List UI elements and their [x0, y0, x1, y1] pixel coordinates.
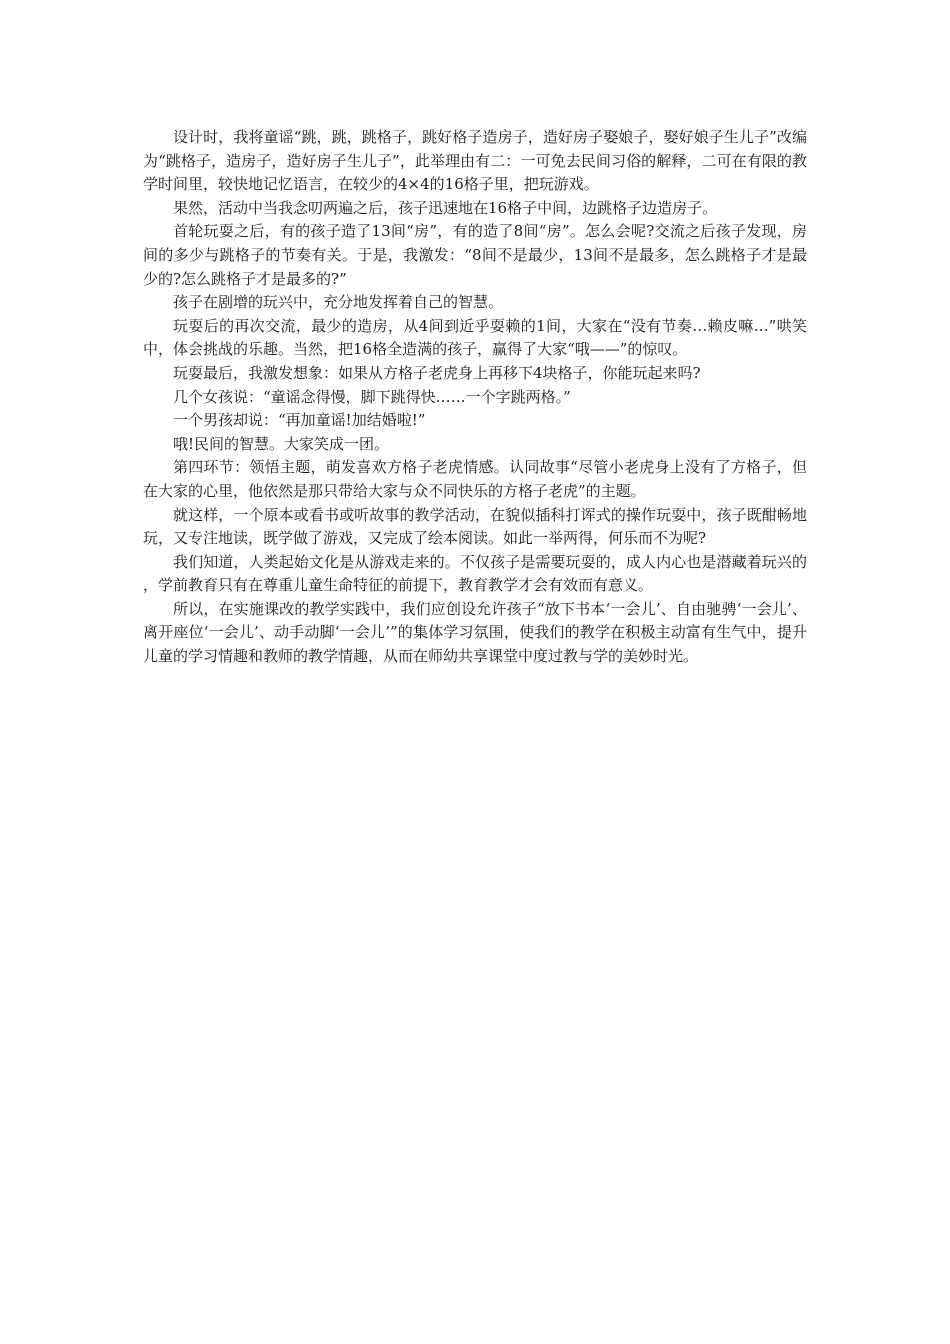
paragraph: 设计时，我将童谣“跳，跳，跳格子，跳好格子造房子，造好房子娶娘子，娶好娘子生儿子”改编为“跳格子，造房子，造好房子生儿子”，此举理由有二：一可免去民间习俗的解释，二可在有限的教学时间里，较快地记忆语言，在较少的4×4的16格子里，把玩游戏。: [143, 128, 807, 194]
paragraph: 玩耍最后，我激发想象：如果从方格子老虎身上再移下4块格子，你能玩起来吗?: [173, 363, 701, 382]
paragraph: 所以，在实施课改的教学实践中，我们应创设允许孩子“放下书本‘一会儿’、自由驰骋‘一会儿’、离开座位‘一会儿’、动手动脚‘一会儿’”的集体学习氛围，使我们的教学在积极主动富有生气中，提升儿童的学习情趣和教师的教学情趣，从而在师幼共享课堂中度过教与学的美妙时光。: [143, 599, 807, 666]
document-body: [143, 126, 807, 669]
paragraph: 孩子在剧增的玩兴中，充分地发挥着自己的智慧。: [173, 293, 504, 312]
paragraph: 我们知道，人类起始文化是从游戏走来的。不仅孩子是需要玩耍的，成人内心也是潜藏着玩兴的，学前教育只有在尊重儿童生命特征的前提下，教育教学才会有效而有意义。: [143, 552, 807, 595]
paragraph: 几个女孩说：“童谣念得慢，脚下跳得快……一个字跳两格。”: [173, 387, 571, 406]
paragraph: 玩耍后的再次交流，最少的造房，从4间到近乎耍赖的1间，大家在“没有节奏…赖皮嘛…”哄笑中，体会挑战的乐趣。当然，把16格全造满的孩子，赢得了大家“哦——”的惊叹。: [143, 316, 807, 359]
paragraph: 第四环节：领悟主题，萌发喜欢方格子老虎情感。认同故事“尽管小老虎身上没有了方格子，但在大家的心里，他依然是那只带给大家与众不同快乐的方格子老虎”的主题。: [143, 458, 807, 500]
paragraph: 首轮玩耍之后，有的孩子造了13间“房”，有的造了8间“房”。怎么会呢?交流之后孩子发现，房间的多少与跳格子的节奏有关。于是，我激发：“8间不是最少，13间不是最多，怎么跳格子才是最少的?怎么跳格子才是最多的?”: [143, 222, 807, 288]
paragraph: 就这样，一个原本或看书或听故事的教学活动，在貌似插科打诨式的操作玩耍中，孩子既酣畅地玩，又专注地读，既学做了游戏，又完成了绘本阅读。如此一举两得，何乐而不为呢?: [143, 505, 807, 548]
paragraph: 哦!民间的智慧。大家笑成一团。: [173, 434, 390, 453]
paragraph: 果然，活动中当我念叨两遍之后，孩子迅速地在16格子中间，边跳格子边造房子。: [173, 198, 718, 217]
paragraph: 一个男孩却说：“再加童谣!加结婚啦!”: [173, 411, 426, 430]
